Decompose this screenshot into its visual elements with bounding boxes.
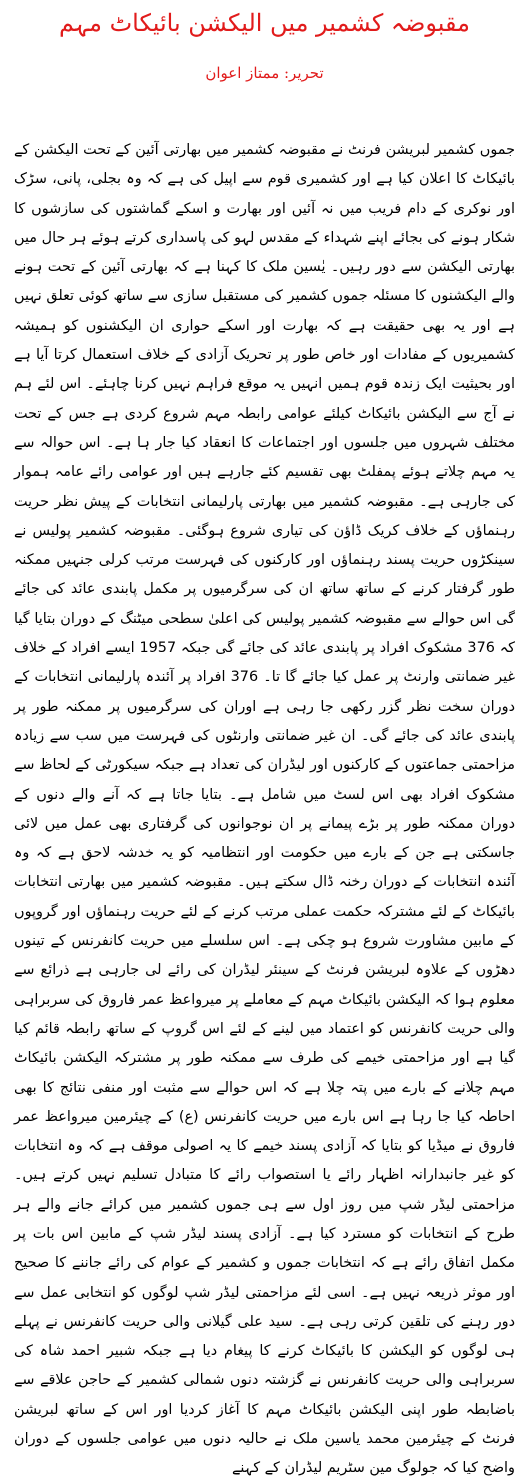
article-byline: تحریر: ممتاز اعوان bbox=[205, 64, 324, 82]
article-page bbox=[0, 8, 529, 1477]
article-body: جموں کشمیر لبریشن فرنٹ نے مقبوضہ کشمیر میں بھارتی آئین کے تحت الیکشن کے بائیکاٹ کا اعلان کیا ہے اور کشمیری قوم سے اپیل کی ہے کہ وہ بجلی، پانی، سڑک اور نوکری کے دام فریب میں نہ آئیں اور بھارت و اسکے گماشتوں کی سازشوں کا شکار ہونے کی بجائے اپنے شہداء کے مقدس لہو کی پاسداری کرتے ہوئے ہر حال میں بھارتی الیکشن سے دور رہیں۔ یٰسین ملک کا کہنا ہے کہ بھارتی آئین کے تحت ہونے والے الیکشنوں کا مسئلہ جموں کشمیر کی مستقبل سازی سے ساتھ کوئی تعلق نہیں ہے اور یہ بھی حقیقت ہے کہ بھارت اور اسکے حواری ان الیکشنوں کو ہمیشہ کشمیریوں کے مفادات اور خاص طور پر تحریک آزادی کے خلاف استعمال کرتا آیا ہے اور بحیثیت ایک زندہ قوم ہمیں انہیں یہ موقع فراہم نہیں کرنا چاہئے۔ اس لئے ہم نے آج سے الیکشن بائیکاٹ کیلئے عوامی رابطہ مہم شروع کردی ہے جس کے تحت مختلف شہروں میں جلسوں اور اجتماعات کا انعقاد کیا جار ہا ہے۔ اس حوالہ سے یہ مہم چلاتے ہوئے پمفلٹ بھی تقسیم کئے جارہے ہیں اور عوامی رائے عامہ ہموار کی جارہی ہے۔ مقبوضہ کشمیر میں بھارتی پارلیمانی انتخابات کے پیش نظر حریت رہنماؤں کے خلاف کریک ڈاؤن کی تیاری شروع ہوگئی۔ مقبوضہ کشمیر پولیس نے سینکڑوں حریت پسند رہنماؤں اور کارکنوں کی فہرست مرتب کرلی جنہیں ممکنہ طور گرفتار کرنے کے ساتھ ساتھ ان کی سرگرمیوں پر مکمل پابندی عائد کی جائے گی اس حوالے سے مقبوضہ کشمیر پولیس کی اعلیٰ سطحی میٹنگ کے دوران بتایا گیا کہ 376 مشکوک افراد پر پابندی عائد کی جائے گی جبکہ 1957 ایسے افراد کے خلاف غیر ضمانتی وارنٹ پر عمل کیا جائے گا تا۔ 376 افراد پر آئندہ پارلیمانی انتخابات کے دوران سخت نظر گزر رکھی جا رہی ہے اوران کی سرگرمیوں پر ممکنہ طور پر پابندی عائد کی جائے گی۔ ان غیر ضمانتی وارنٹوں کی فہرست میں سب سے زیادہ مزاحمتی جماعتوں کے کارکنوں اور لیڈران کی تعداد ہے جبکہ سیکورٹی کے لحاظ سے مشکوک افراد بھی اس لسٹ میں شامل ہے۔ بتایا جاتا ہے کہ آنے والے دنوں کے دوران ممکنہ طور پر بڑے پیمانے پر ان نوجوانوں کی گرفتاری بھی عمل میں لائی جاسکتی ہے جن کے بارے میں حکومت اور انتظامیہ کو یہ خدشہ لاحق ہے کہ وہ آئندہ انتخابات کے دوران رخنہ ڈال سکتے ہیں۔ مقبوضہ کشمیر میں بھارتی انتخابات بائیکاٹ کے لئے مشترکہ حکمت عملی مرتب کرنے کے لئے حریت رہنماؤں اور گروپوں کے مابین مشاورت شروع ہو چکی ہے۔ اس سلسلے میں حریت کانفرنس کے تینوں دھڑوں کے علاوہ لبریشن فرنٹ کے سینئر لیڈران کی رائے لی جارہی ہے ذرائع سے معلوم ہوا کہ الیکشن بائیکاٹ مہم کے معاملے پر میرواعظ عمر فاروق کی سربراہی والی حریت کانفرنس کو اعتماد میں لینے کے لئے اس گروپ کے ساتھ رابطہ قائم کیا گیا ہے اور مزاحمتی خیمے کی طرف سے ممکنہ طور پر مشترکہ الیکشن بائیکاٹ مہم چلانے کے بارے میں پتہ چلا ہے کہ اس حوالے سے مثبت اور منفی نتائج کا بھی احاطہ کیا جا رہا ہے اس بارے میں حریت کانفرنس (ع) کے چیئرمین میرواعظ عمر فاروق نے میڈیا کو بتایا کہ آزادی پسند خیمے کا یہ اصولی موقف ہے کہ وہ انتخابات کو غیر جانبدارانہ اظہار رائے یا استصواب رائے کا متبادل تسلیم نہیں کرتے ہیں۔ مزاحمتی لیڈر شپ میں روز اول سے ہی جموں کشمیر میں کرائے جانے والے ہر طرح کے انتخابات کو مسترد کیا ہے۔ آزادی پسند لیڈر شپ کے مابین اس بات پر مکمل اتفاق رائے ہے کہ انتخابات جموں و کشمیر کے عوام کی رائے جاننے کا صحیح اور موثر ذریعہ نہیں ہے۔ اسی لئے مزاحمتی لیڈر شپ لوگوں کو انتخابی عمل سے دور رہنے کی تلقین کرتی رہی ہے۔ سید علی گیلانی والی حریت کانفرنس نے پہلے ہی لوگوں کو الیکشن کا بائیکاٹ کرنے کا پیغام دیا ہے جبکہ شبیر احمد شاہ کی سربراہی والی حریت کانفرنس نے گزشتہ دنوں شمالی کشمیر کے حاجن علاقے سے باضابطہ طور اپنی الیکشن بائیکاٹ مہم کا آغاز کردیا اور اس کے ساتھ لبریشن فرنٹ کے چیئرمین محمد یاسین ملک نے حالیہ دنوں میں عوامی جلسوں کے دوران واضح کیا کہ جولوگ مین سٹریم لیڈران کے کہنے bbox=[14, 142, 515, 1477]
article-headline: مقبوضہ کشمیر میں الیکشن بائیکاٹ مہم bbox=[59, 9, 470, 37]
